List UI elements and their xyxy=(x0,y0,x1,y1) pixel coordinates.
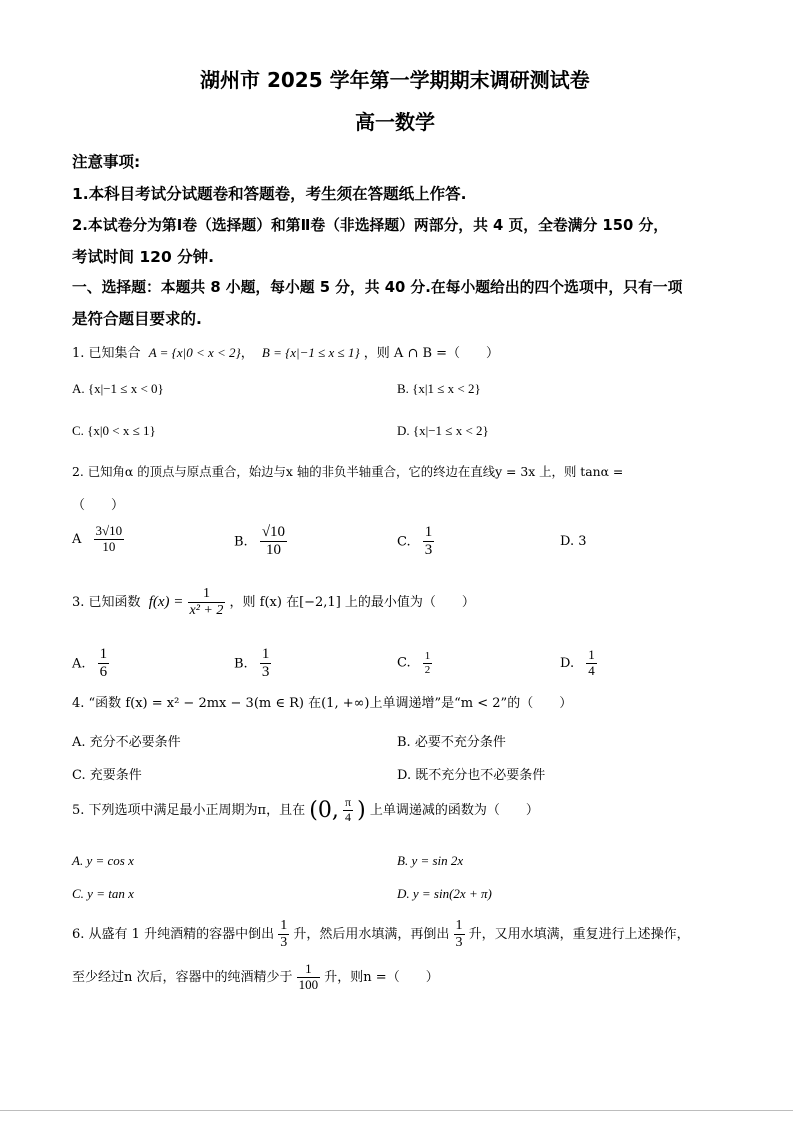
fraction-denominator: 4 xyxy=(588,662,595,678)
question-2-option-a xyxy=(72,524,124,555)
fraction-denominator: x² + 2 xyxy=(189,603,224,619)
question-3-tail: ，则 f(x) 在[−2,1] 上的最小值为（ ） xyxy=(229,595,475,611)
notice-item-2-line1: 2.本试卷分为第Ⅰ卷（选择题）和第Ⅱ卷（非选择题）两部分，共 4 页，全卷满分 150 分， xyxy=(72,217,669,234)
fraction-numerator: 1 xyxy=(423,524,435,542)
question-1-prefix: 1. 已知集合 xyxy=(72,346,141,361)
question-1-option-c: C. {x|0 < x ≤ 1} xyxy=(72,423,156,438)
fraction-numerator: 1 xyxy=(260,646,272,664)
notice-item-1: 1.本科目考试分试题卷和答题卷，考生须在答题纸上作答. xyxy=(72,185,467,203)
question-6-text-e: 升，则n =（ ） xyxy=(324,969,439,985)
question-5-prefix: 5. 下列选项中满足最小正周期为π，且在 xyxy=(72,802,306,818)
question-5-option-b: B. y = sin 2x xyxy=(397,853,464,868)
question-1-option-d: D. {x|−1 ≤ x < 2} xyxy=(397,423,489,438)
question-4-option-c: C. 充要条件 xyxy=(72,768,142,783)
fraction-numerator: 1 xyxy=(297,962,321,978)
question-4-stem: 4. “函数 f(x) = x² − 2mx − 3(m ∈ R) 在(1, +∞)上单调递增”是“m < 2”的（ ） xyxy=(72,696,573,711)
question-3-option-c xyxy=(397,650,432,676)
question-5-interval-fraction xyxy=(343,796,353,825)
question-3-option-a xyxy=(72,646,109,682)
question-2-option-c-fraction xyxy=(423,524,435,560)
question-6-fraction-1 xyxy=(278,918,289,951)
question-2-option-c-label: C. xyxy=(397,534,411,550)
question-2-option-b xyxy=(234,524,287,560)
question-1-set-b: B = {x|−1 ≤ x ≤ 1} xyxy=(261,345,360,360)
question-4-option-d: D. 既不充分也不必要条件 xyxy=(397,768,546,783)
question-2-stem-line2: （ ） xyxy=(72,498,125,513)
question-5-option-a: A. y = cos x xyxy=(72,853,134,868)
question-1-stem: 1. 已知集合 A = {x|0 < x < 2}， B = {x|−1 ≤ x ≤ 1} ，则 A ∩ B =（ ） xyxy=(72,345,500,361)
question-6-text-c: 升，又用水填满，重复进行上述操作， xyxy=(468,927,690,943)
notice-heading: 注意事项: xyxy=(72,153,141,171)
fraction-numerator: 1 xyxy=(424,650,431,662)
question-3-option-a-fraction xyxy=(98,646,110,682)
fraction-denominator: 10 xyxy=(102,538,116,554)
question-4-option-b: B. 必要不充分条件 xyxy=(397,735,506,750)
section-heading-line1: 一、选择题：本题共 8 小题，每小题 5 分，共 40 分.在每小题给出的四个选项中，只有一项 xyxy=(72,279,683,296)
fraction-denominator: 2 xyxy=(424,663,431,676)
fraction-denominator: 4 xyxy=(344,809,351,824)
question-3-option-d-fraction xyxy=(586,648,597,679)
question-5-interval-left: (0, xyxy=(309,797,339,823)
question-3-option-b-label: B. xyxy=(234,656,248,672)
question-2-option-b-label: B. xyxy=(234,534,248,550)
fraction-numerator: 3√10 xyxy=(95,523,123,538)
question-2-option-a-fraction xyxy=(94,524,125,555)
question-6-fraction-3 xyxy=(297,962,321,993)
question-6-text-d: 至少经过n 次后，容器中的纯酒精少于 xyxy=(72,969,293,985)
question-5-option-d: D. y = sin(2x + π) xyxy=(397,886,492,901)
question-2-option-c xyxy=(397,524,434,560)
question-5-option-c: C. y = tan x xyxy=(72,886,134,901)
question-3-stem xyxy=(72,586,475,619)
fraction-numerator: π xyxy=(344,795,352,809)
fraction-numerator: 1 xyxy=(188,586,226,603)
page-bottom-divider xyxy=(0,1110,793,1111)
section-heading-line2: 是符合题目要求的. xyxy=(72,310,202,328)
question-6-stem-line2 xyxy=(72,962,439,993)
question-1-tail: ，则 A ∩ B =（ ） xyxy=(363,346,500,361)
fraction-numerator: 1 xyxy=(588,647,595,662)
question-1-option-a: A. {x|−1 ≤ x < 0} xyxy=(72,381,164,396)
question-3-prefix: 3. 已知函数 xyxy=(72,595,141,611)
page-title: 湖州市 2025 学年第一学期期末调研测试卷 xyxy=(200,68,590,92)
question-5-interval-right: ) xyxy=(357,797,366,823)
question-3-option-d-label: D. xyxy=(560,655,575,671)
question-1-option-b: B. {x|1 ≤ x < 2} xyxy=(397,381,481,396)
fraction-denominator: 3 xyxy=(455,935,463,951)
fraction-numerator: √10 xyxy=(260,524,287,542)
question-6-fraction-2 xyxy=(454,918,465,951)
fraction-denominator: 3 xyxy=(424,542,433,559)
question-3-option-b xyxy=(234,646,271,682)
question-2-option-a-label: A xyxy=(72,531,82,547)
question-3-option-c-fraction xyxy=(423,650,433,676)
fraction-numerator: 1 xyxy=(278,918,289,935)
question-5-stem xyxy=(72,796,539,825)
fraction-numerator: 1 xyxy=(98,646,110,664)
fraction-denominator: 3 xyxy=(280,935,288,951)
notice-item-2-line2: 考试时间 120 分钟. xyxy=(72,248,215,266)
fraction-numerator: 1 xyxy=(454,918,465,935)
question-3-function-lhs: f(x) = xyxy=(148,594,184,611)
question-3-option-b-fraction xyxy=(260,646,272,682)
fraction-denominator: 100 xyxy=(298,976,319,992)
question-3-option-a-label: A. xyxy=(72,656,86,672)
question-1-set-a: A = {x|0 < x < 2} xyxy=(148,345,241,360)
page-subtitle: 高一数学 xyxy=(355,110,435,134)
question-3-function-fraction xyxy=(188,586,226,619)
question-3-option-c-label: C. xyxy=(397,655,411,671)
question-3-option-d xyxy=(560,648,597,679)
fraction-denominator: 3 xyxy=(261,664,270,681)
question-5-tail: 上单调递减的函数为（ ） xyxy=(369,802,539,818)
question-2-option-b-fraction xyxy=(260,524,287,560)
question-6-text-b: 升，然后用水填满，再倒出 xyxy=(293,927,450,943)
question-2-stem-line1: 2. 已知角α 的顶点与原点重合，始边与x 轴的非负半轴重合，它的终边在直线y = 3x 上，则 tanα = xyxy=(72,464,624,479)
question-6-stem-line1 xyxy=(72,918,690,951)
question-6-text-a: 6. 从盛有 1 升纯酒精的容器中倒出 xyxy=(72,927,275,943)
fraction-denominator: 6 xyxy=(99,664,108,681)
fraction-denominator: 10 xyxy=(265,542,281,559)
question-2-option-d: D. 3 xyxy=(560,534,587,549)
question-4-option-a: A. 充分不必要条件 xyxy=(72,735,181,750)
